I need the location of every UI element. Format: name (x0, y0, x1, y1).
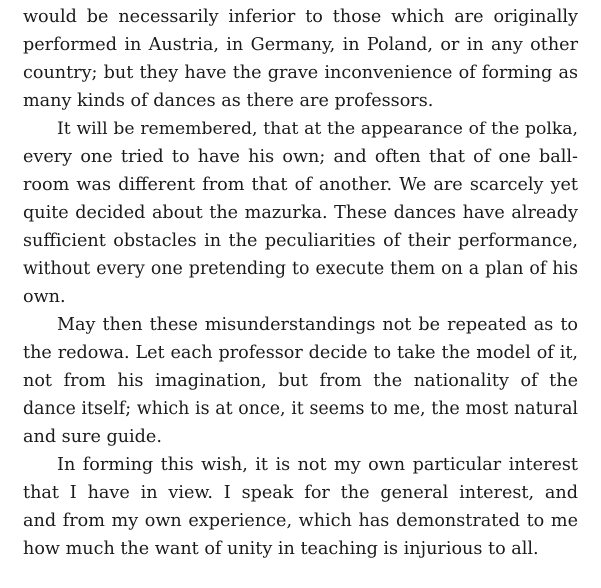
text-line: May then these misunderstandings not be repeated as to (57, 315, 578, 335)
text-line: country; but they have the grave inconvenience of forming as (23, 63, 578, 83)
text-line: without every one pretending to execute them on a plan of his (23, 259, 578, 279)
text-line: would be necessarily inferior to those which are originally (23, 7, 578, 27)
text-line: In forming this wish, it is not my own particular interest (57, 455, 578, 475)
text-line: dance itself; which is at once, it seems to me, the most natural (23, 399, 578, 419)
text-line: performed in Austria, in Germany, in Poland, or in any other (23, 35, 578, 55)
text-line: and from my own experience, which has demonstrated to me (23, 511, 578, 531)
text-line: the redowa. Let each professor decide to take the model of it, (23, 343, 578, 363)
text-line: not from his imagination, but from the nationality of the (23, 371, 578, 391)
text-line: room was different from that of another. We are scarcely yet (23, 175, 578, 195)
text-line: how much the want of unity in teaching is injurious to all. (23, 539, 539, 559)
text-line: It will be remembered, that at the appearance of the polka, (57, 119, 578, 139)
text-line: sufficient obstacles in the peculiarities of their performance, (23, 231, 578, 251)
text-line: that I have in view. I speak for the general interest, and (23, 483, 578, 503)
text-line: many kinds of dances as there are professors. (23, 91, 434, 111)
text-line: and sure guide. (23, 427, 162, 447)
text-line: quite decided about the mazurka. These dances have already (23, 203, 578, 223)
text-line: own. (23, 287, 66, 307)
text-line: every one tried to have his own; and often that of one ball- (23, 147, 578, 167)
